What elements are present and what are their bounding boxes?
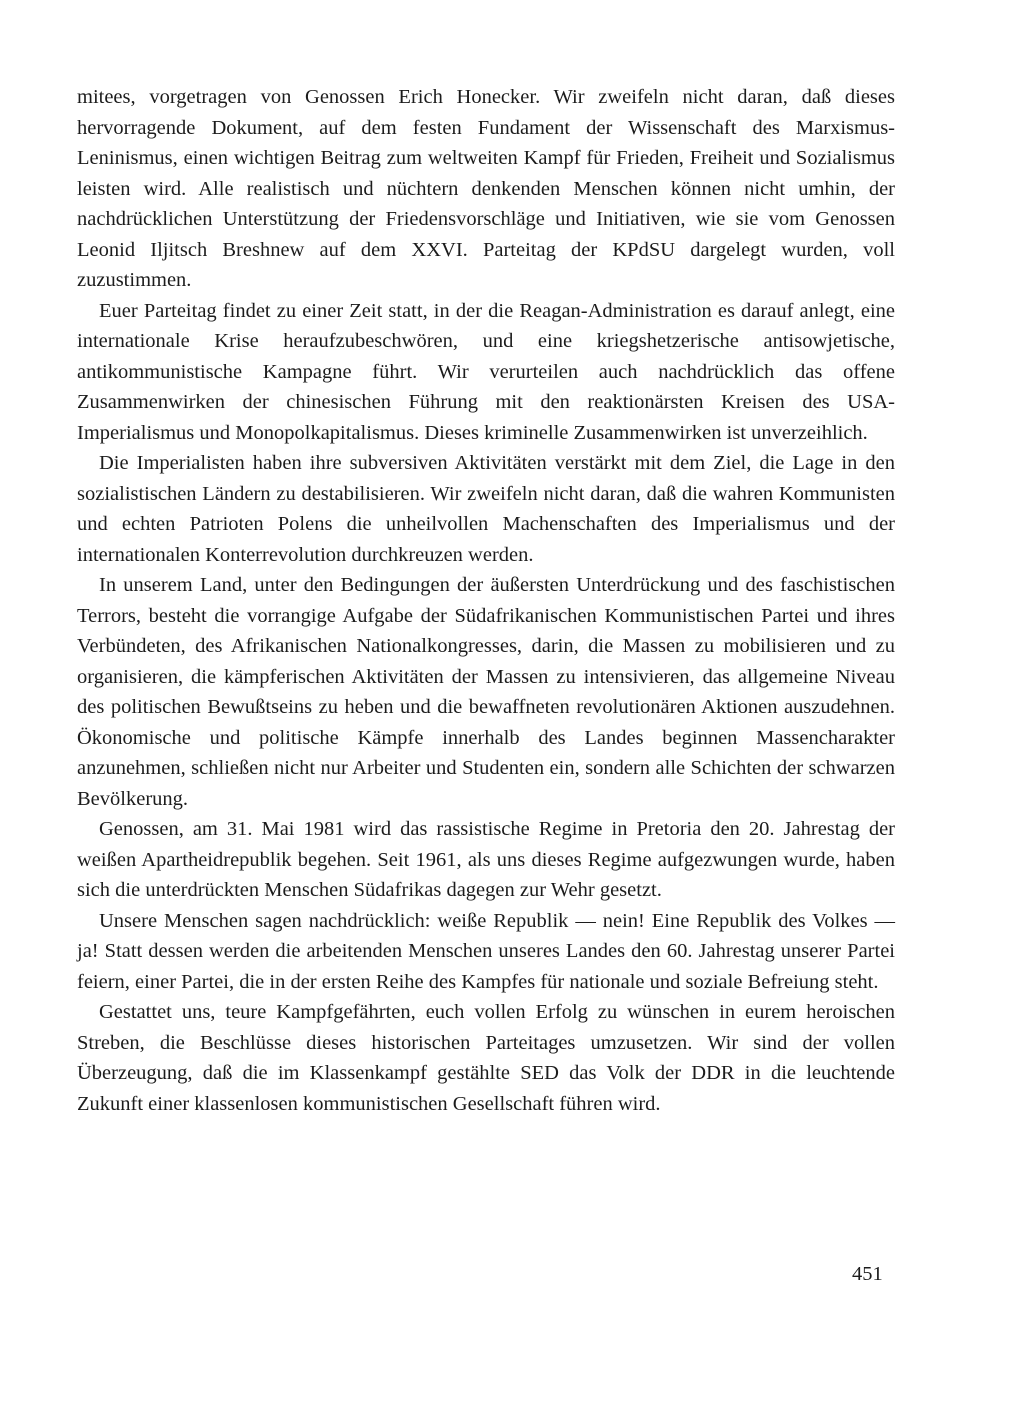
- paragraph-7: Gestattet uns, teure Kampfgefährten, euch vollen Erfolg zu wünschen in eurem heroischen Streben, die Beschlüsse dieses historischen Parteitages umzusetzen. Wir sind der vollen Überzeugung, daß die im Klassenkampf gestählte SED das Volk der DDR in die leuchtende Zukunft einer klassenlosen kommunistischen Gesellschaft führen wird.: [77, 1001, 895, 1115]
- paragraph-6: Unsere Menschen sagen nachdrücklich: weiße Republik — nein! Eine Republik des Volkes — ja! Statt dessen werden die arbeitenden Menschen unseres Landes den 60. Jahrestag unserer Partei feiern, einer Partei, die in der ersten Reihe des Kampfes für nationale und soziale Befreiung steht.: [77, 909, 895, 993]
- paragraph-1: mitees, vorgetragen von Genossen Erich Honecker. Wir zweifeln nicht daran, daß dieses hervorragende Dokument, auf dem festen Fundament der Wissenschaft des Marxismus-Leninismus, einen wichtigen Beitrag zum weltweiten Kampf für Frieden, Freiheit und Sozialismus leisten wird. Alle realistisch und nüchtern denkenden Menschen können nicht umhin, der nachdrücklichen Unterstützung der Friedensvorschläge und Initiativen, wie sie vom Genossen Leonid Iljitsch Breshnew auf dem XXVI. Parteitag der KPdSU dargelegt wurden, voll zuzustimmen.: [77, 86, 895, 291]
- page-number: 451: [852, 1263, 883, 1285]
- paragraph-4: In unserem Land, unter den Bedingungen der äußersten Unterdrückung und des faschistischen Terrors, besteht die vorrangige Aufgabe der Südafrikanischen Kommunistischen Partei und ihres Verbündeten, des Afrikanischen Nationalkongresses, darin, die Massen zu mobilisieren und zu organisieren, die kämpferischen Aktivitäten der Massen zu intensivieren, das allgemeine Niveau des politischen Bewußtseins zu heben und die bewaffneten revolutionären Aktionen auszudehnen. Ökonomische und politische Kämpfe innerhalb des Landes beginnen Massencharakter anzunehmen, schließen nicht nur Arbeiter und Studenten ein, sondern alle Schichten der schwarzen Bevölkerung.: [77, 574, 895, 810]
- paragraph-3: Die Imperialisten haben ihre subversiven Aktivitäten verstärkt mit dem Ziel, die Lage in den sozialistischen Ländern zu destabilisieren. Wir zweifeln nicht daran, daß die wahren Kommunisten und echten Patrioten Polens die unheilvollen Machenschaften des Imperialismus und der internationalen Konterrevolution durchkreuzen werden.: [77, 452, 895, 566]
- page-body: [77, 82, 895, 1119]
- paragraph-2: Euer Parteitag findet zu einer Zeit statt, in der die Reagan-Administration es darauf anlegt, eine internationale Krise heraufzubeschwören, und eine kriegshetzerische antisowjetische, antikommunistische Kampagne führt. Wir verurteilen auch nachdrücklich das offene Zusammenwirken der chinesischen Führung mit den reaktionärsten Kreisen des USA-Imperialismus und Monopolkapitalismus. Dieses kriminelle Zusammenwirken ist unverzeihlich.: [77, 299, 895, 444]
- paragraph-5: Genossen, am 31. Mai 1981 wird das rassistische Regime in Pretoria den 20. Jahrestag der weißen Apartheidrepublik begehen. Seit 1961, als uns dieses Regime aufgezwungen wurde, haben sich die unterdrückten Menschen Südafrikas dagegen zur Wehr gesetzt.: [77, 818, 895, 901]
